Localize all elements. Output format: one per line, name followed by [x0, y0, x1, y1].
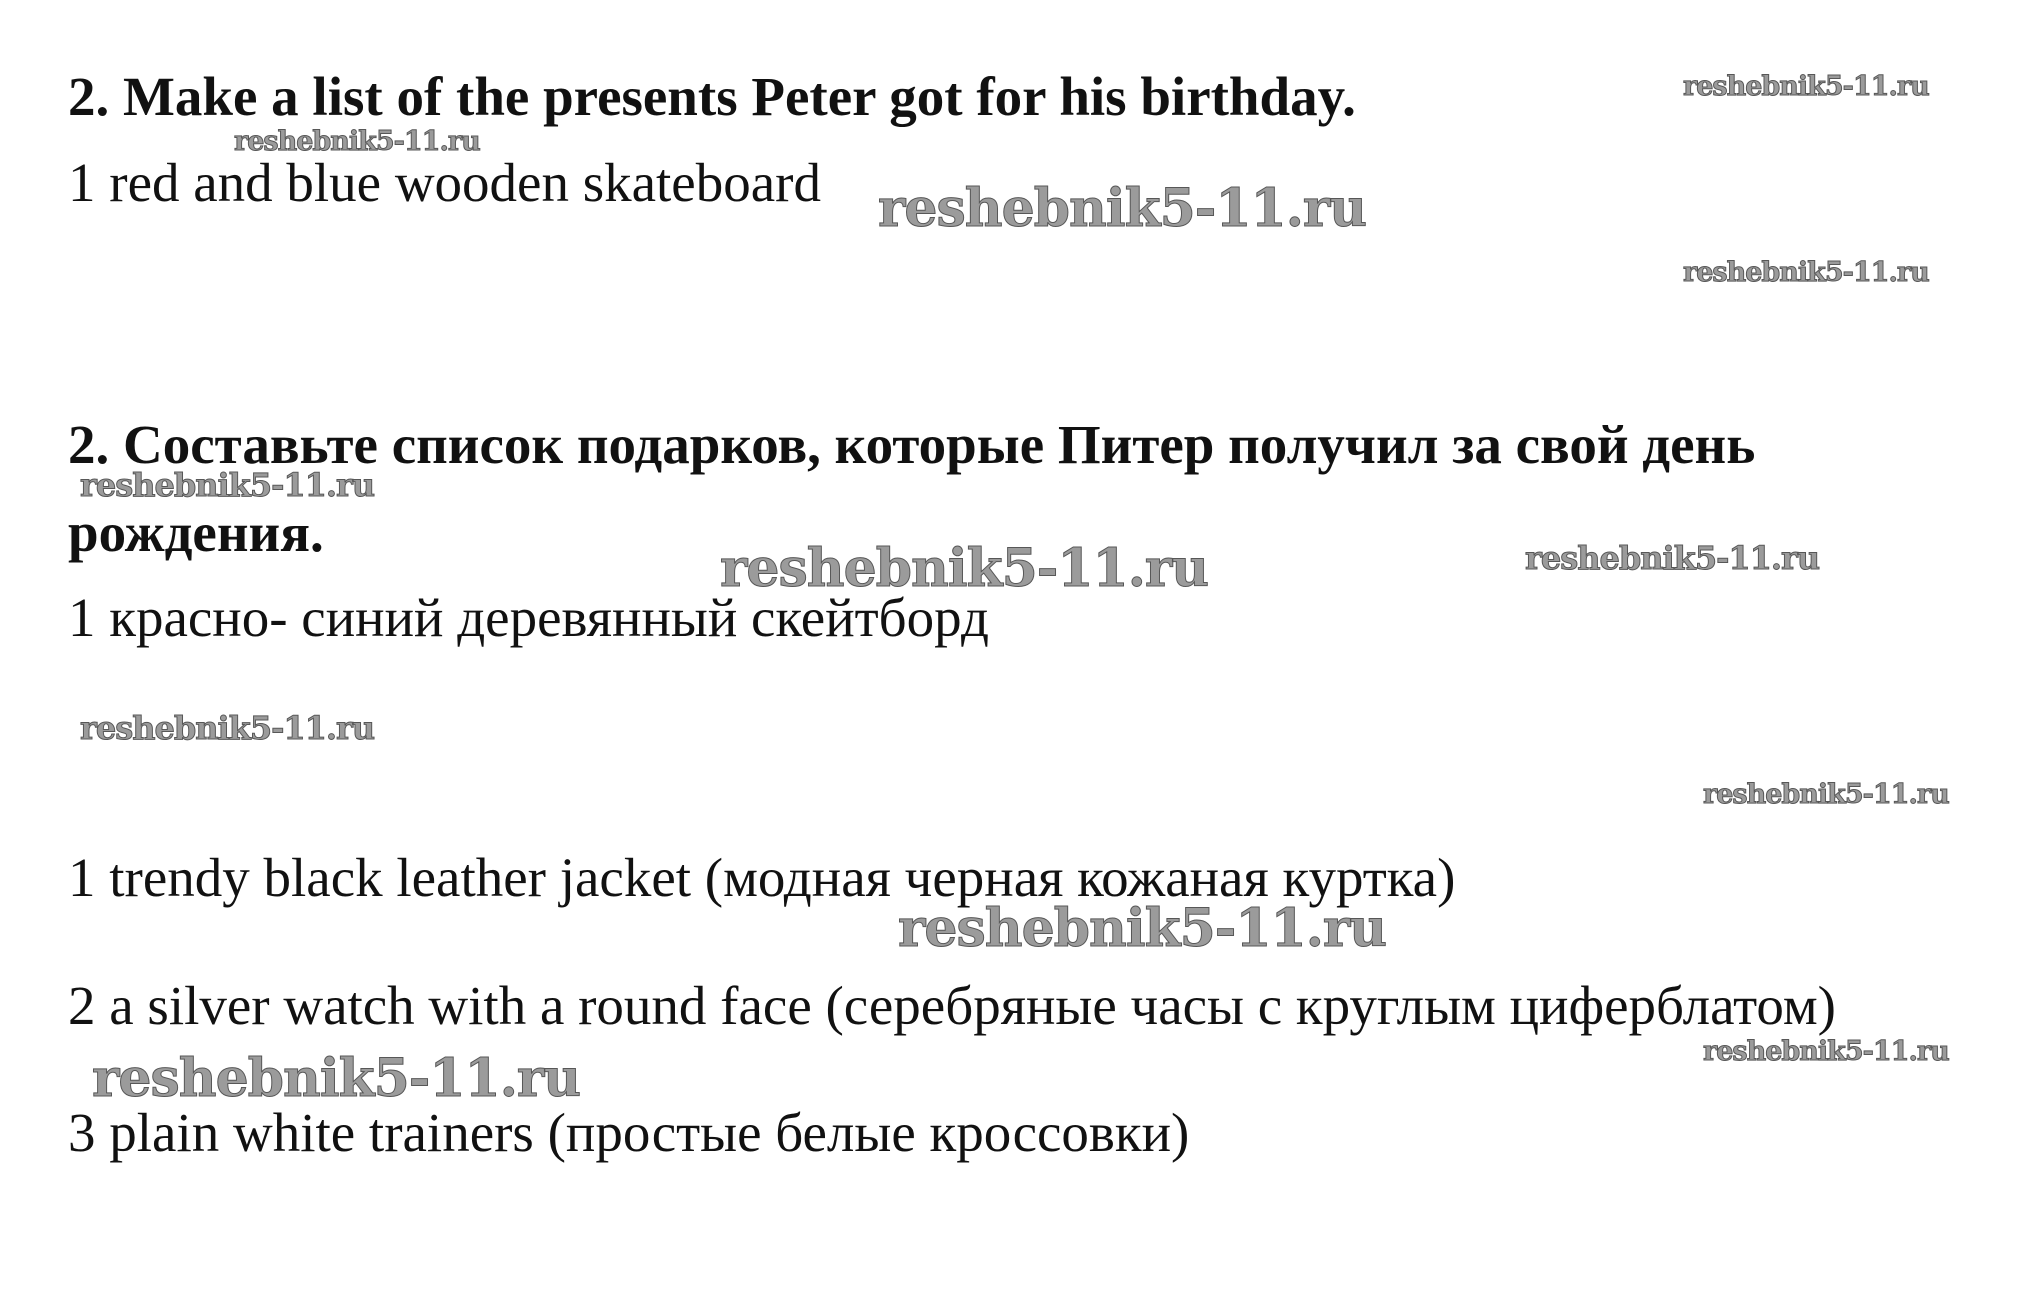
- english-item-skateboard: 1 red and blue wooden skateboard: [68, 152, 821, 213]
- watermark: reshebnik5-11.ru: [234, 126, 480, 157]
- watermark: reshebnik5-11.ru: [1683, 257, 1929, 288]
- watermark: reshebnik5-11.ru: [80, 466, 375, 504]
- russian-heading-line-2: рождения.: [68, 502, 324, 563]
- watermark: reshebnik5-11.ru: [80, 709, 375, 747]
- list-item-trainers: 3 plain white trainers (простые белые кроссовки): [68, 1102, 1190, 1163]
- russian-item-skateboard: 1 красно- синий деревянный скейтборд: [68, 587, 989, 648]
- watermark: reshebnik5-11.ru: [898, 898, 1387, 959]
- watermark: reshebnik5-11.ru: [92, 1048, 581, 1109]
- english-heading: 2. Make a list of the presents Peter got for his birthday.: [68, 66, 1356, 127]
- watermark: reshebnik5-11.ru: [1703, 1036, 1949, 1067]
- list-item-watch: 2 a silver watch with a round face (серебряные часы с круглым циферблатом): [68, 975, 1836, 1036]
- watermark: reshebnik5-11.ru: [878, 178, 1367, 239]
- watermark: reshebnik5-11.ru: [1525, 539, 1820, 577]
- russian-heading-line-1: 2. Составьте список подарков, которые Питер получил за свой день: [68, 414, 1756, 475]
- watermark: reshebnik5-11.ru: [720, 538, 1209, 599]
- list-item-jacket: 1 trendy black leather jacket (модная черная кожаная куртка): [68, 847, 1456, 908]
- watermark: reshebnik5-11.ru: [1683, 71, 1929, 102]
- watermark: reshebnik5-11.ru: [1703, 779, 1949, 810]
